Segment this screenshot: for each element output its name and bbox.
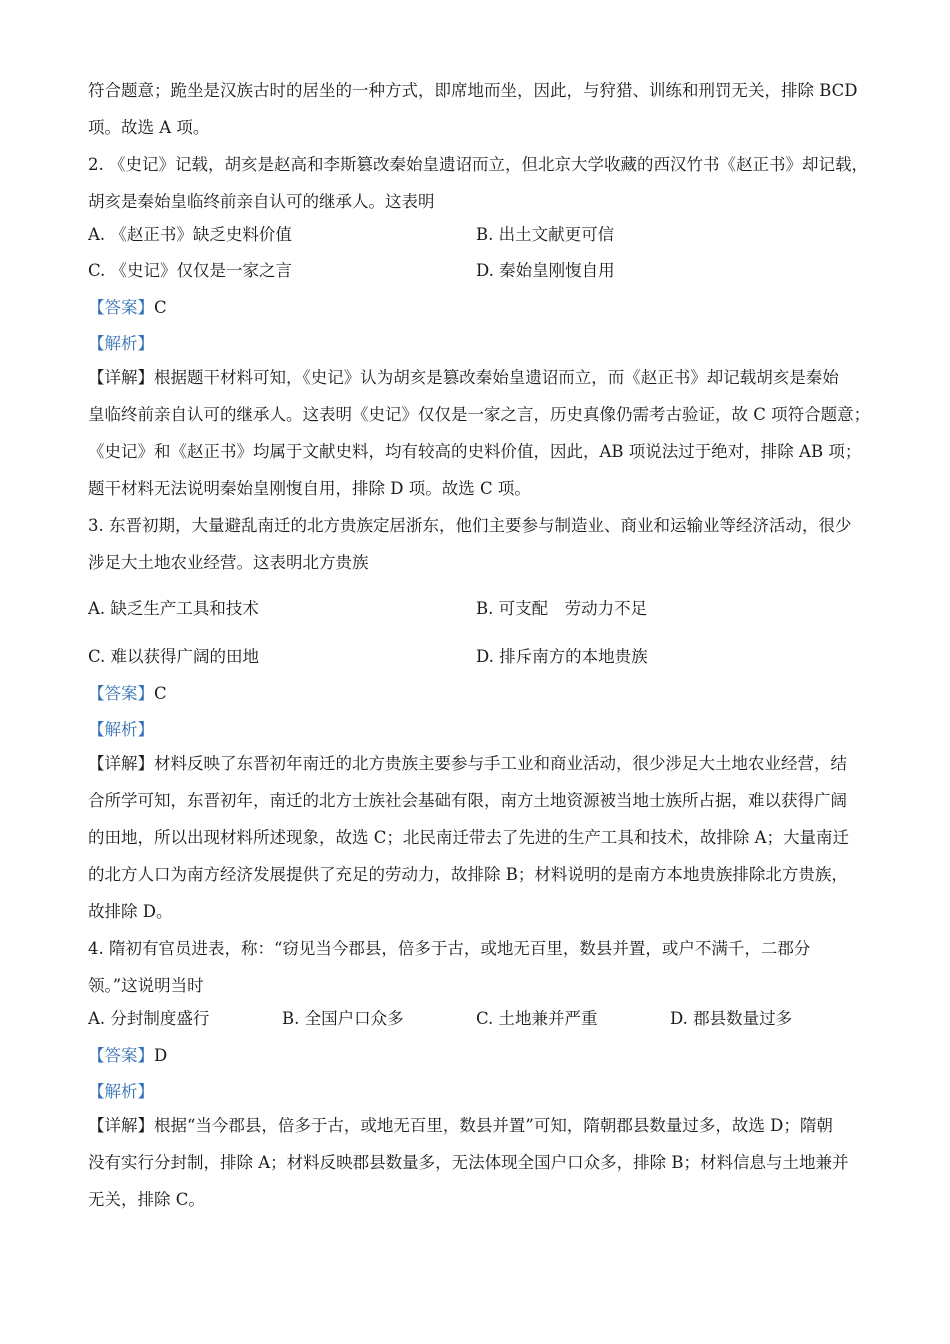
- q4-stem-line-1: 4. 隋初有官员进表，称：“窃见当今郡县，倍多于古，或地无百里，数县并置，或户不满千，二郡分: [88, 939, 811, 958]
- q4-stem-line-2: 领。”这说明当时: [88, 976, 204, 995]
- q4-option-a: A. 分封制度盛行: [88, 1009, 210, 1028]
- q3-detail-line-3: 的田地，所以出现材料所述现象，故选 C；北民南迁带去了先进的生产工具和技术，故排除 A；大量南迁: [88, 828, 850, 847]
- detail-tag: 【详解】: [88, 1116, 154, 1135]
- q4-option-d: D. 郡县数量过多: [670, 1009, 793, 1028]
- detail-tag: 【详解】: [88, 368, 154, 387]
- q3-stem-line-2: 涉足大土地农业经营。这表明北方贵族: [88, 553, 369, 572]
- q3-stem-line-1: 3. 东晋初期，大量避乱南迁的北方贵族定居浙东，他们主要参与制造业、商业和运输业等经济活动，很少: [88, 516, 852, 535]
- q2-detail-line-3: 《史记》和《赵正书》均属于文献史料，均有较高的史料价值，因此，AB 项说法过于绝对，排除 AB 项；: [88, 442, 862, 461]
- q3-detail-line-5: 故排除 D。: [88, 902, 173, 921]
- q3-analysis-tag-line: [88, 719, 154, 741]
- intro-line-1: 符合题意；跪坐是汉族古时的居坐的一种方式，即席地而坐，因此，与狩猎、训练和刑罚无关，排除 BCD: [88, 81, 858, 100]
- q4-option-c: C. 土地兼并严重: [476, 1009, 598, 1028]
- q4-detail-line-1: [88, 1115, 833, 1137]
- q2-detail-line-1: [88, 367, 839, 389]
- q4-detail-line-3: 无关，排除 C。: [88, 1190, 205, 1209]
- q4-option-b: B. 全国户口众多: [282, 1009, 404, 1028]
- q3-option-d: D. 排斥南方的本地贵族: [476, 647, 648, 666]
- q4-answer: D: [154, 1046, 168, 1065]
- answer-tag: 【答案】: [88, 1046, 154, 1065]
- q3-detail-line-4: 的北方人口为南方经济发展提供了充足的劳动力，故排除 B；材料说明的是南方本地贵族排除北方贵族，: [88, 865, 848, 884]
- q3-answer: C: [154, 684, 167, 703]
- q2-detail-line-2: 皇临终前亲自认可的继承人。这表明《史记》仅仅是一家之言，历史真像仍需考古验证，故 C 项符合题意；: [88, 405, 871, 424]
- q2-answer-line: [88, 297, 167, 319]
- q2-option-a: A. 《赵正书》缺乏史料价值: [88, 225, 292, 244]
- q2-analysis-tag-line: [88, 333, 154, 355]
- analysis-tag: 【解析】: [88, 720, 154, 739]
- q2-detail-text-1: 根据题干材料可知，《史记》认为胡亥是篡改秦始皇遗诏而立，而《赵正书》却记载胡亥是秦始: [154, 368, 839, 387]
- q2-stem-line-1: 2. 《史记》记载，胡亥是赵高和李斯篡改秦始皇遗诏而立，但北京大学收藏的西汉竹书《赵正书》却记载，: [88, 155, 868, 174]
- q3-option-c: C. 难以获得广阔的田地: [88, 647, 260, 666]
- detail-tag: 【详解】: [88, 754, 154, 773]
- answer-tag: 【答案】: [88, 298, 154, 317]
- q2-stem-line-2: 胡亥是秦始皇临终前亲自认可的继承人。这表明: [88, 192, 435, 211]
- q2-option-d: D. 秦始皇刚愎自用: [476, 261, 615, 280]
- q4-answer-line: [88, 1045, 167, 1067]
- analysis-tag: 【解析】: [88, 334, 154, 353]
- q3-option-a: A. 缺乏生产工具和技术: [88, 599, 259, 618]
- q2-option-c: C. 《史记》仅仅是一家之言: [88, 261, 293, 280]
- q2-answer: C: [154, 298, 167, 317]
- q3-detail-line-1: [88, 753, 847, 775]
- q4-analysis-tag-line: [88, 1081, 154, 1103]
- q4-detail-line-2: 没有实行分封制，排除 A；材料反映郡县数量多，无法体现全国户口众多，排除 B；材料信息与土地兼并: [88, 1153, 849, 1172]
- q3-option-b: B. 可支配 劳动力不足: [476, 599, 648, 618]
- answer-tag: 【答案】: [88, 684, 154, 703]
- q3-detail-line-2: 合所学可知，东晋初年，南迁的北方士族社会基础有限，南方土地资源被当地士族所占据，难以获得广阔: [88, 791, 847, 810]
- q3-detail-text-1: 材料反映了东晋初年南迁的北方贵族主要参与手工业和商业活动，很少涉足大土地农业经营，结: [154, 754, 847, 773]
- q2-option-b: B. 出土文献更可信: [476, 225, 615, 244]
- analysis-tag: 【解析】: [88, 1082, 154, 1101]
- q3-answer-line: [88, 683, 167, 705]
- intro-line-2: 项。故选 A 项。: [88, 118, 210, 137]
- q4-detail-text-1: 根据“当今郡县，倍多于古，或地无百里，数县并置”可知，隋朝郡县数量过多，故选 D；隋朝: [154, 1116, 833, 1135]
- q2-detail-line-4: 题干材料无法说明秦始皇刚愎自用，排除 D 项。故选 C 项。: [88, 479, 531, 498]
